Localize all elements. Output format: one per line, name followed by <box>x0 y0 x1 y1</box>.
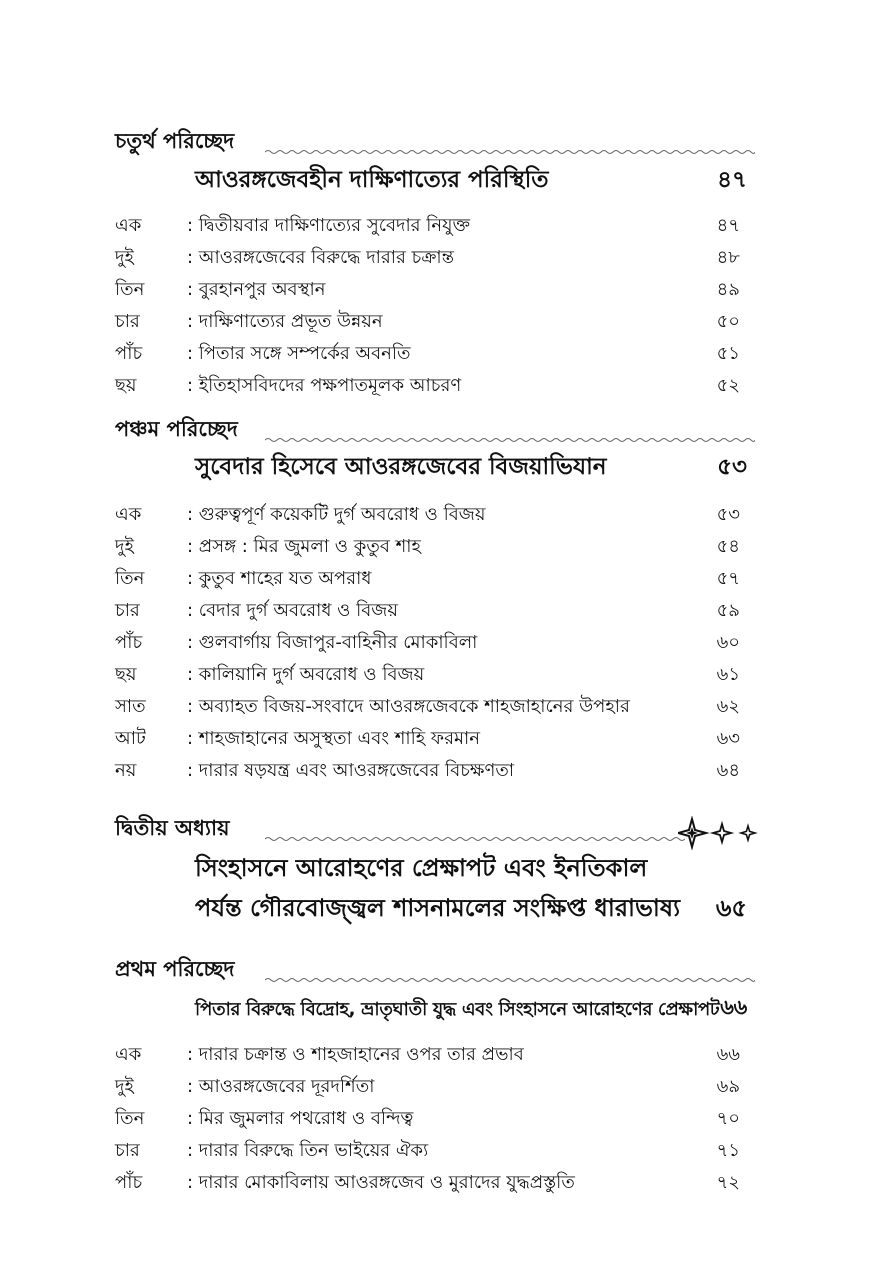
entry-number: দুই <box>115 536 134 557</box>
entry-number: পাঁচ <box>115 1172 143 1193</box>
entry-text: : গুরুত্বপূর্ণ কয়েকটি দুর্গ অবরোধ ও বিজয় <box>187 504 486 525</box>
entry-page: ৫০ <box>716 311 740 332</box>
entry-number: ছয় <box>115 664 137 685</box>
toc-entry[interactable] <box>115 367 755 397</box>
entry-page: ৫৩ <box>716 504 740 525</box>
toc-entry[interactable] <box>115 1164 755 1194</box>
toc-entry[interactable] <box>115 271 755 301</box>
chapter-title-page: ৫৩ <box>717 454 747 480</box>
part-title-line1[interactable] <box>195 856 755 890</box>
toc-entry[interactable] <box>115 1100 755 1130</box>
wavy-divider <box>265 976 755 984</box>
entry-number: চার <box>115 600 140 621</box>
toc-entry[interactable] <box>115 560 755 590</box>
entry-text: : অব্যাহত বিজয়-সংবাদে আওরঙ্গজেবকে শাহজাহানের উপহার <box>187 696 630 717</box>
entry-page: ৭২ <box>716 1172 740 1193</box>
toc-entry[interactable] <box>115 1036 755 1066</box>
toc-entry[interactable] <box>115 303 755 333</box>
entry-text: : দ্বিতীয়বার দাক্ষিণাত্যের সুবেদার নিযুক্ত <box>187 215 471 236</box>
toc-entry[interactable] <box>115 207 755 237</box>
entry-number: এক <box>115 1044 142 1065</box>
entry-text: : দারার চক্রান্ত ও শাহজাহানের ওপর তার প্রভাব <box>187 1044 524 1065</box>
part-heading <box>115 817 685 849</box>
entry-text: : আওরঙ্গজেবের দূরদর্শিতা <box>187 1076 375 1097</box>
entry-number: চার <box>115 1140 140 1161</box>
entry-page: ৬৪ <box>716 760 740 781</box>
entry-text: : বেদার দুর্গ অবরোধ ও বিজয় <box>187 600 398 621</box>
chapter-title-text: সুবেদার হিসেবে আওরঙ্গজেবের বিজয়াভিযান <box>195 454 607 480</box>
chapter-heading-label: চতুর্থ পরিচ্ছেদ <box>115 125 244 160</box>
chapter-title-page: ৪৭ <box>717 167 747 193</box>
chapter-heading-label: পঞ্চম পরিচ্ছেদ <box>115 413 248 448</box>
toc-entry[interactable] <box>115 1132 755 1162</box>
chapter-title-text: আওরঙ্গজেবহীন দাক্ষিণাত্যের পরিস্থিতি <box>195 167 549 193</box>
toc-entry[interactable] <box>115 1068 755 1098</box>
entry-number: পাঁচ <box>115 632 143 653</box>
chapter-title-page: ৬৬ <box>720 995 747 1019</box>
entry-number: সাত <box>115 696 146 717</box>
entry-text: : গুলবার্গায় বিজাপুর-বাহিনীর মোকাবিলা <box>187 632 478 653</box>
entry-number: আট <box>115 728 146 749</box>
part-heading-label: দ্বিতীয় অধ্যায় <box>115 812 239 847</box>
entry-page: ৬৬ <box>716 1044 740 1065</box>
toc-entry[interactable] <box>115 720 755 750</box>
chapter-title[interactable] <box>195 453 755 487</box>
toc-entry[interactable] <box>115 335 755 365</box>
entry-page: ৫৯ <box>716 600 740 621</box>
part-title-text: পর্যন্ত গৌরবোজ্জ্বল শাসনামলের সংক্ষিপ্ত ধারাভাষ্য <box>195 894 681 922</box>
toc-entry[interactable] <box>115 752 755 782</box>
entry-page: ৬৯ <box>716 1076 740 1097</box>
entry-number: ছয় <box>115 375 137 396</box>
entry-number: তিন <box>115 568 145 589</box>
entry-text: : প্রসঙ্গ : মির জুমলা ও কুতুব শাহ <box>187 536 421 557</box>
entry-text: : মির জুমলার পথরোধ ও বন্দিত্ব <box>187 1108 414 1129</box>
wavy-divider <box>265 148 755 156</box>
entry-page: ৭০ <box>716 1108 740 1129</box>
entry-page: ৬১ <box>716 664 740 685</box>
wavy-divider <box>265 436 755 444</box>
entry-text: : শাহজাহানের অসুস্থতা এবং শাহি ফরমান <box>187 728 480 749</box>
entry-page: ৫২ <box>716 375 740 396</box>
chapter-heading-label: প্রথম পরিচ্ছেদ <box>115 953 244 988</box>
part-title-text: সিংহাসনে আরোহণের প্রেক্ষাপট এবং ইনতিকাল <box>195 854 648 882</box>
toc-entry[interactable] <box>115 656 755 686</box>
toc-entry[interactable] <box>115 239 755 269</box>
entry-text: : বুরহানপুর অবস্থান <box>187 279 326 300</box>
entry-number: এক <box>115 504 142 525</box>
chapter-title[interactable] <box>195 994 755 1026</box>
entry-text: : দারার মোকাবিলায় আওরঙ্গজেব ও মুরাদের যুদ্ধপ্রস্তুতি <box>187 1172 575 1193</box>
entry-text: : আওরঙ্গজেবের বিরুদ্ধে দারার চক্রান্ত <box>187 247 455 268</box>
toc-entry[interactable] <box>115 624 755 654</box>
entry-number: চার <box>115 311 140 332</box>
chapter-title[interactable] <box>195 166 755 200</box>
entry-text: : পিতার সঙ্গে সম্পর্কের অবনতি <box>187 343 411 364</box>
entry-text: : কুতুব শাহের যত অপরাধ <box>187 568 372 589</box>
chapter-heading <box>115 418 755 450</box>
chapter-heading <box>115 130 755 162</box>
entry-page: ৪৯ <box>716 279 740 300</box>
toc-entry[interactable] <box>115 592 755 622</box>
entry-page: ৬৩ <box>716 728 740 749</box>
wavy-divider <box>265 835 685 843</box>
entry-text: : কালিয়ানি দুর্গ অবরোধ ও বিজয় <box>187 664 425 685</box>
entry-page: ৪৮ <box>716 247 740 268</box>
entry-text: : দারার বিরুদ্ধে তিন ভাইয়ের ঐক্য <box>187 1140 429 1161</box>
toc-entry[interactable] <box>115 496 755 526</box>
entry-number: দুই <box>115 1076 134 1097</box>
entry-page: ৪৭ <box>716 215 740 236</box>
toc-entry[interactable] <box>115 528 755 558</box>
toc-entry[interactable] <box>115 688 755 718</box>
entry-number: তিন <box>115 279 145 300</box>
entry-number: নয় <box>115 760 137 781</box>
entry-text: : দাক্ষিণাত্যের প্রভূত উন্নয়ন <box>187 311 383 332</box>
chapter-title-text: পিতার বিরুদ্ধে বিদ্রোহ, ভ্রাতৃঘাতী যুদ্ধ এবং সিংহাসনে আরোহণের প্রেক্ষাপট <box>195 999 720 1020</box>
entry-page: ৫১ <box>716 343 740 364</box>
entry-number: পাঁচ <box>115 343 143 364</box>
chapter-heading <box>115 958 755 990</box>
entry-page: ৬০ <box>716 632 740 653</box>
ornament-stars-icon <box>678 816 758 850</box>
entry-page: ৭১ <box>716 1140 740 1161</box>
entry-number: দুই <box>115 247 134 268</box>
part-title-line2[interactable] <box>195 894 755 930</box>
entry-page: ৫৪ <box>716 536 740 557</box>
entry-page: ৬২ <box>716 696 740 717</box>
entry-text: : দারার ষড়যন্ত্র এবং আওরঙ্গজেবের বিচক্ষণতা <box>187 760 515 781</box>
entry-text: : ইতিহাসবিদদের পক্ষপাতমূলক আচরণ <box>187 375 462 396</box>
entry-number: তিন <box>115 1108 145 1129</box>
entry-number: এক <box>115 215 142 236</box>
entry-page: ৫৭ <box>716 568 740 589</box>
part-title-page: ৬৫ <box>715 894 747 922</box>
